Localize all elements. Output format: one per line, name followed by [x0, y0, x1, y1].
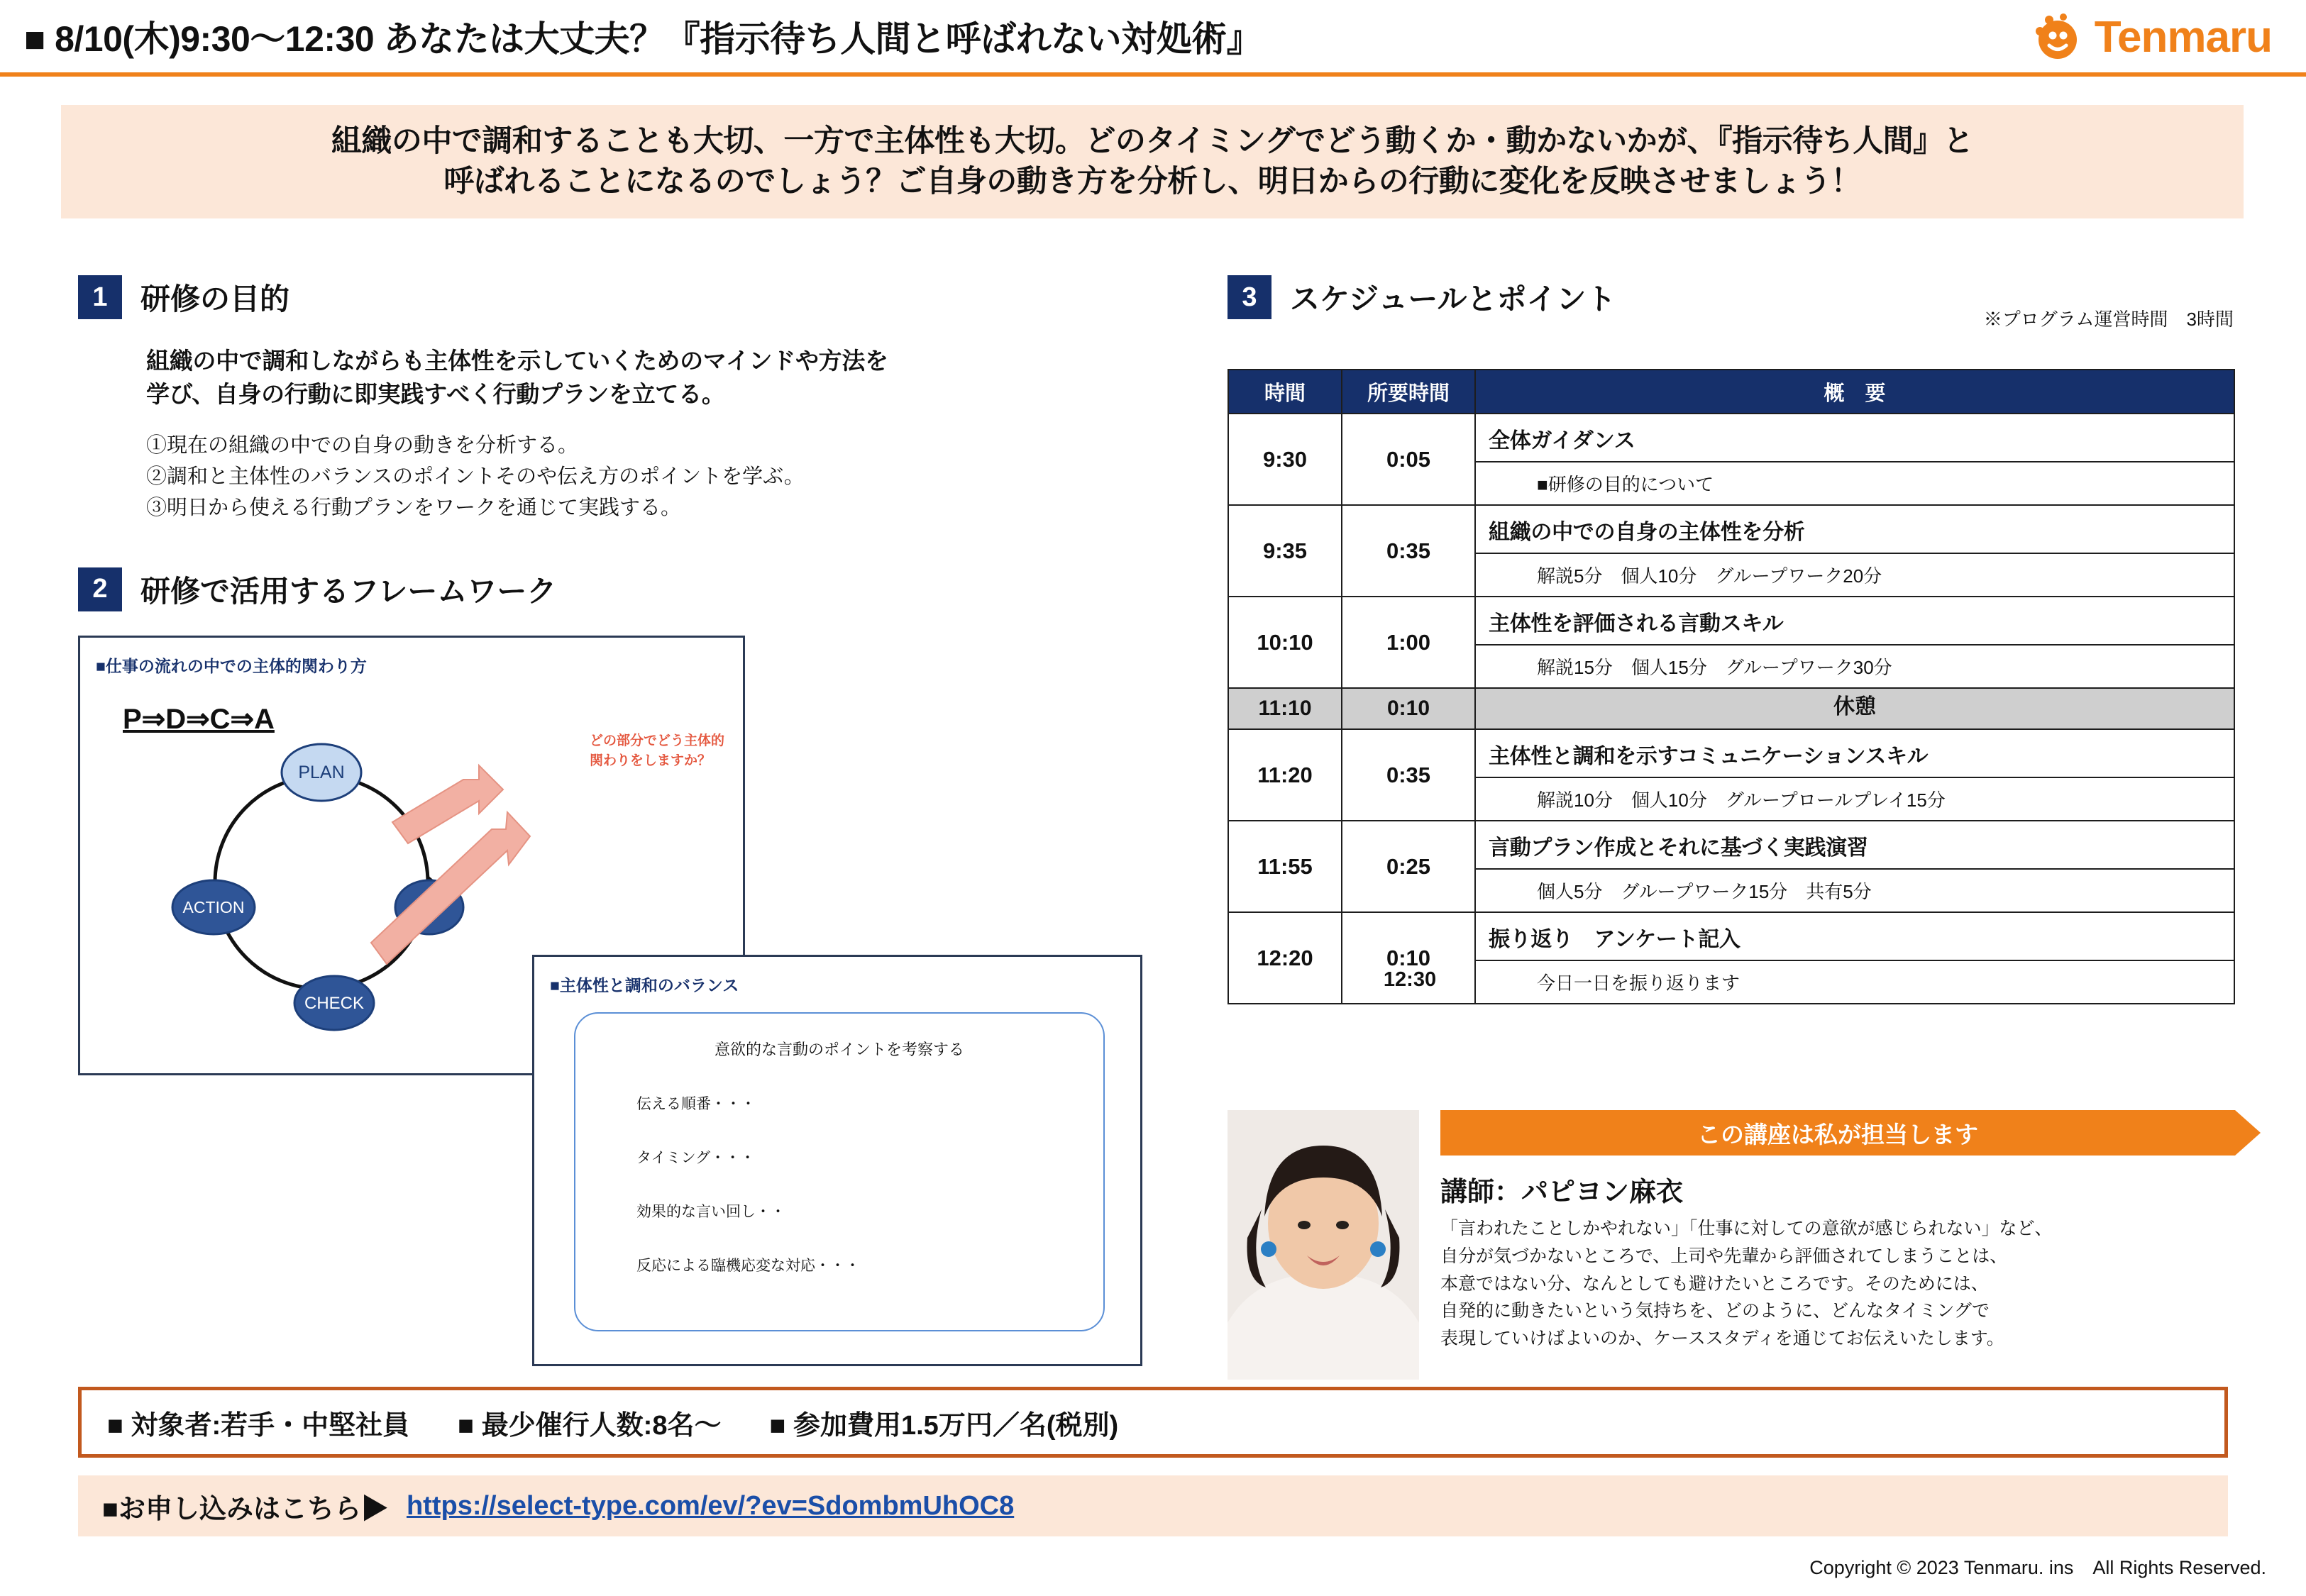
- program-duration-note: ※プログラム運営時間 3時間: [1983, 309, 2234, 330]
- summary-detail: 解説5分 個人10分 グループワーク20分: [1476, 553, 2234, 596]
- lead-line-1: 組織の中で調和することも大切、一方で主体性も大切。どのタイミングでどう動くか・動かないかが、『指示待ち人間』と: [331, 124, 1974, 159]
- summary-title: 主体性と調和を示すコミュニケーションスキル: [1489, 745, 1929, 768]
- cell-summary: 休憩: [1475, 688, 2234, 729]
- table-row: [1228, 729, 2234, 821]
- cell-end-time: 12:30: [1383, 968, 1437, 991]
- copyright-text: Copyright © 2023 Tenmaru. ins All Rights Reserved.: [1809, 1557, 2266, 1578]
- instructor-bio-line: 自分が気づかないところで、上司や先輩から評価されてしまうことは、: [1440, 1246, 2008, 1266]
- framework-card-balance: [532, 955, 1142, 1366]
- section-3-title: スケジュールとポイント: [1290, 282, 1616, 316]
- instructor-bio-line: 表現していけばよいのか、ケーススタディを通じてお伝えいたします。: [1440, 1329, 2004, 1348]
- instructor-ribbon: この講座は私が担当します: [1440, 1110, 2235, 1156]
- logo-text: Tenmaru: [2094, 12, 2272, 62]
- table-row: [1228, 912, 2234, 1004]
- cell-duration: 0:35: [1342, 729, 1475, 821]
- table-row: [1228, 414, 2234, 505]
- lead-banner: [61, 105, 2244, 218]
- instructor-photo: [1228, 1110, 1419, 1380]
- purpose-item: ①現在の組織の中での自身の動きを分析する。: [146, 433, 579, 457]
- svg-text:ACTION: ACTION: [182, 897, 245, 916]
- cell-summary: [1475, 505, 2234, 597]
- page-title: [24, 11, 1262, 62]
- instructor-bio-line: 本意ではない分、なんとしても避けたいところです。そのためには、: [1440, 1273, 1989, 1294]
- framework-card-balance-caption: ■主体性と調和のバランス: [550, 975, 739, 994]
- purpose-item: ③明日から使える行動プランをワークを通じて実践する。: [146, 496, 682, 519]
- cell-time: 11:20: [1228, 729, 1342, 821]
- table-row-break: [1228, 688, 2234, 729]
- condition-item: ■ 対象者:若手・中堅社員: [107, 1410, 410, 1441]
- framework-note: [590, 731, 724, 770]
- cell-summary: [1475, 414, 2234, 505]
- framework-balance-item: 効果的な言い回し・・: [636, 1203, 785, 1220]
- schedule-table: [1228, 369, 2235, 1004]
- cell-time: 12:20: [1228, 912, 1342, 1004]
- cell-duration: 0:35: [1342, 505, 1475, 597]
- apply-label: ■お申し込みはこちら▶: [102, 1494, 388, 1524]
- summary-detail: [1383, 960, 2234, 1003]
- instructor-bio-line: 自発的に動きたいという気持ちを、どのように、どんなタイミングで: [1440, 1301, 1990, 1321]
- instructor-name: 講師：パピヨン麻衣: [1440, 1177, 1684, 1207]
- framework-note-line-1: どの部分でどう主体的: [590, 733, 725, 748]
- avatar: [1228, 1110, 1419, 1380]
- instructor-block: [1228, 1110, 2235, 1380]
- section-2-heading: [78, 567, 1185, 611]
- cell-duration: 0:05: [1342, 414, 1475, 505]
- summary-title: 振り返り アンケート記入: [1489, 928, 1740, 951]
- cell-summary: [1475, 821, 2234, 912]
- framework-balance-item: 伝える順番・・・: [636, 1095, 756, 1112]
- left-column: [78, 275, 1185, 1366]
- page-header: [0, 0, 2306, 77]
- framework-balance-box: [574, 1012, 1105, 1331]
- svg-text:PLAN: PLAN: [298, 762, 345, 782]
- header-bullet-icon: ■: [24, 19, 45, 59]
- apply-link[interactable]: https://select-type.com/ev/?ev=SdombmUhOC8: [406, 1490, 1015, 1521]
- summary-detail-text: 今日一日を振り返ります: [1537, 972, 1740, 994]
- table-row: [1228, 505, 2234, 597]
- section-1-number: 1: [78, 275, 122, 319]
- framework-figure: [78, 636, 1185, 1366]
- cell-summary: [1475, 597, 2234, 688]
- table-row: [1228, 597, 2234, 688]
- summary-title: 全体ガイダンス: [1489, 429, 1635, 453]
- section-2-title: 研修で活用するフレームワーク: [140, 574, 557, 608]
- lead-line-2: 呼ばれることになるのでしょう？ご自身の動き方を分析し、明日からの行動に変化を反映させましょう！: [443, 165, 1861, 199]
- svg-text:CHECK: CHECK: [304, 993, 365, 1013]
- cell-duration: 0:10: [1342, 912, 1475, 1004]
- framework-note-line-2: 関わりをしますか？: [590, 753, 712, 768]
- section-2-number: 2: [78, 567, 122, 611]
- cell-duration: 0:25: [1342, 821, 1475, 912]
- cell-duration: 1:00: [1342, 597, 1475, 688]
- cell-duration: 0:10: [1342, 688, 1475, 729]
- framework-balance-item: 反応による臨機応変な対応・・・: [636, 1257, 860, 1274]
- cell-time: 9:30: [1228, 414, 1342, 505]
- cell-time: 11:55: [1228, 821, 1342, 912]
- summary-title: 組織の中での自身の主体性を分析: [1489, 521, 1805, 544]
- summary-detail: ■研修の目的について: [1476, 461, 2234, 504]
- section-1-heading: [78, 275, 1185, 319]
- cell-time: 9:35: [1228, 505, 1342, 597]
- right-column: [1228, 275, 2235, 1004]
- purpose-body: [146, 345, 1185, 523]
- conditions-box: [78, 1387, 2228, 1458]
- brand-logo: [2031, 10, 2272, 64]
- framework-card-pdca-caption: ■仕事の流れの中での主体的関わり方: [96, 656, 367, 675]
- header-title-text: 8/10(木)9:30～12:30 あなたは大丈夫？『指示待ち人間と呼ばれない対処術』: [55, 19, 1262, 59]
- column-header-duration: 所要時間: [1342, 370, 1475, 414]
- summary-detail: 解説10分 個人10分 グループロールプレイ15分: [1476, 777, 2234, 820]
- purpose-item: ②調和と主体性のバランスのポイントそのや伝え方のポイントを学ぶ。: [146, 465, 805, 488]
- table-row: [1228, 821, 2234, 912]
- purpose-main: [146, 345, 1185, 411]
- section-3-number: 3: [1228, 275, 1271, 319]
- framework-balance-title: 意欲的な言動のポイントを考察する: [714, 1040, 964, 1058]
- summary-title: 言動プラン作成とそれに基づく実践演習: [1489, 836, 1868, 860]
- section-1-title: 研修の目的: [140, 282, 290, 316]
- instructor-bio-line: 「言われたことしかやれない」「仕事に対しての意欲が感じられない」など、: [1440, 1219, 2053, 1238]
- purpose-list: [146, 430, 1185, 523]
- pdca-label: P⇒D⇒C⇒A: [123, 703, 275, 735]
- cell-summary: [1475, 729, 2234, 821]
- summary-detail: 個人5分 グループワーク15分 共有5分: [1476, 868, 2234, 911]
- instructor-bio: [1440, 1215, 2228, 1353]
- cell-time: 11:10: [1228, 688, 1342, 729]
- column-header-summary: 概 要: [1475, 370, 2234, 414]
- column-header-time: 時間: [1228, 370, 1342, 414]
- cell-time: 10:10: [1228, 597, 1342, 688]
- table-header-row: [1228, 370, 2234, 414]
- condition-item: ■ 最少催行人数:8名～: [458, 1410, 722, 1441]
- purpose-main-line-2: 学び、自身の行動に即実践すべく行動プランを立てる。: [146, 380, 725, 407]
- logo-mark-icon: [2031, 10, 2085, 64]
- framework-balance-item: タイミング・・・: [636, 1149, 756, 1166]
- summary-detail: 解説15分 個人15分 グループワーク30分: [1476, 644, 2234, 687]
- condition-item: ■ 参加費用1.5万円／名(税別): [769, 1410, 1119, 1441]
- apply-box: [78, 1475, 2228, 1536]
- purpose-main-line-1: 組織の中で調和しながらも主体性を示していくためのマインドや方法を: [146, 348, 888, 374]
- summary-title: 主体性を評価される言動スキル: [1489, 612, 1784, 636]
